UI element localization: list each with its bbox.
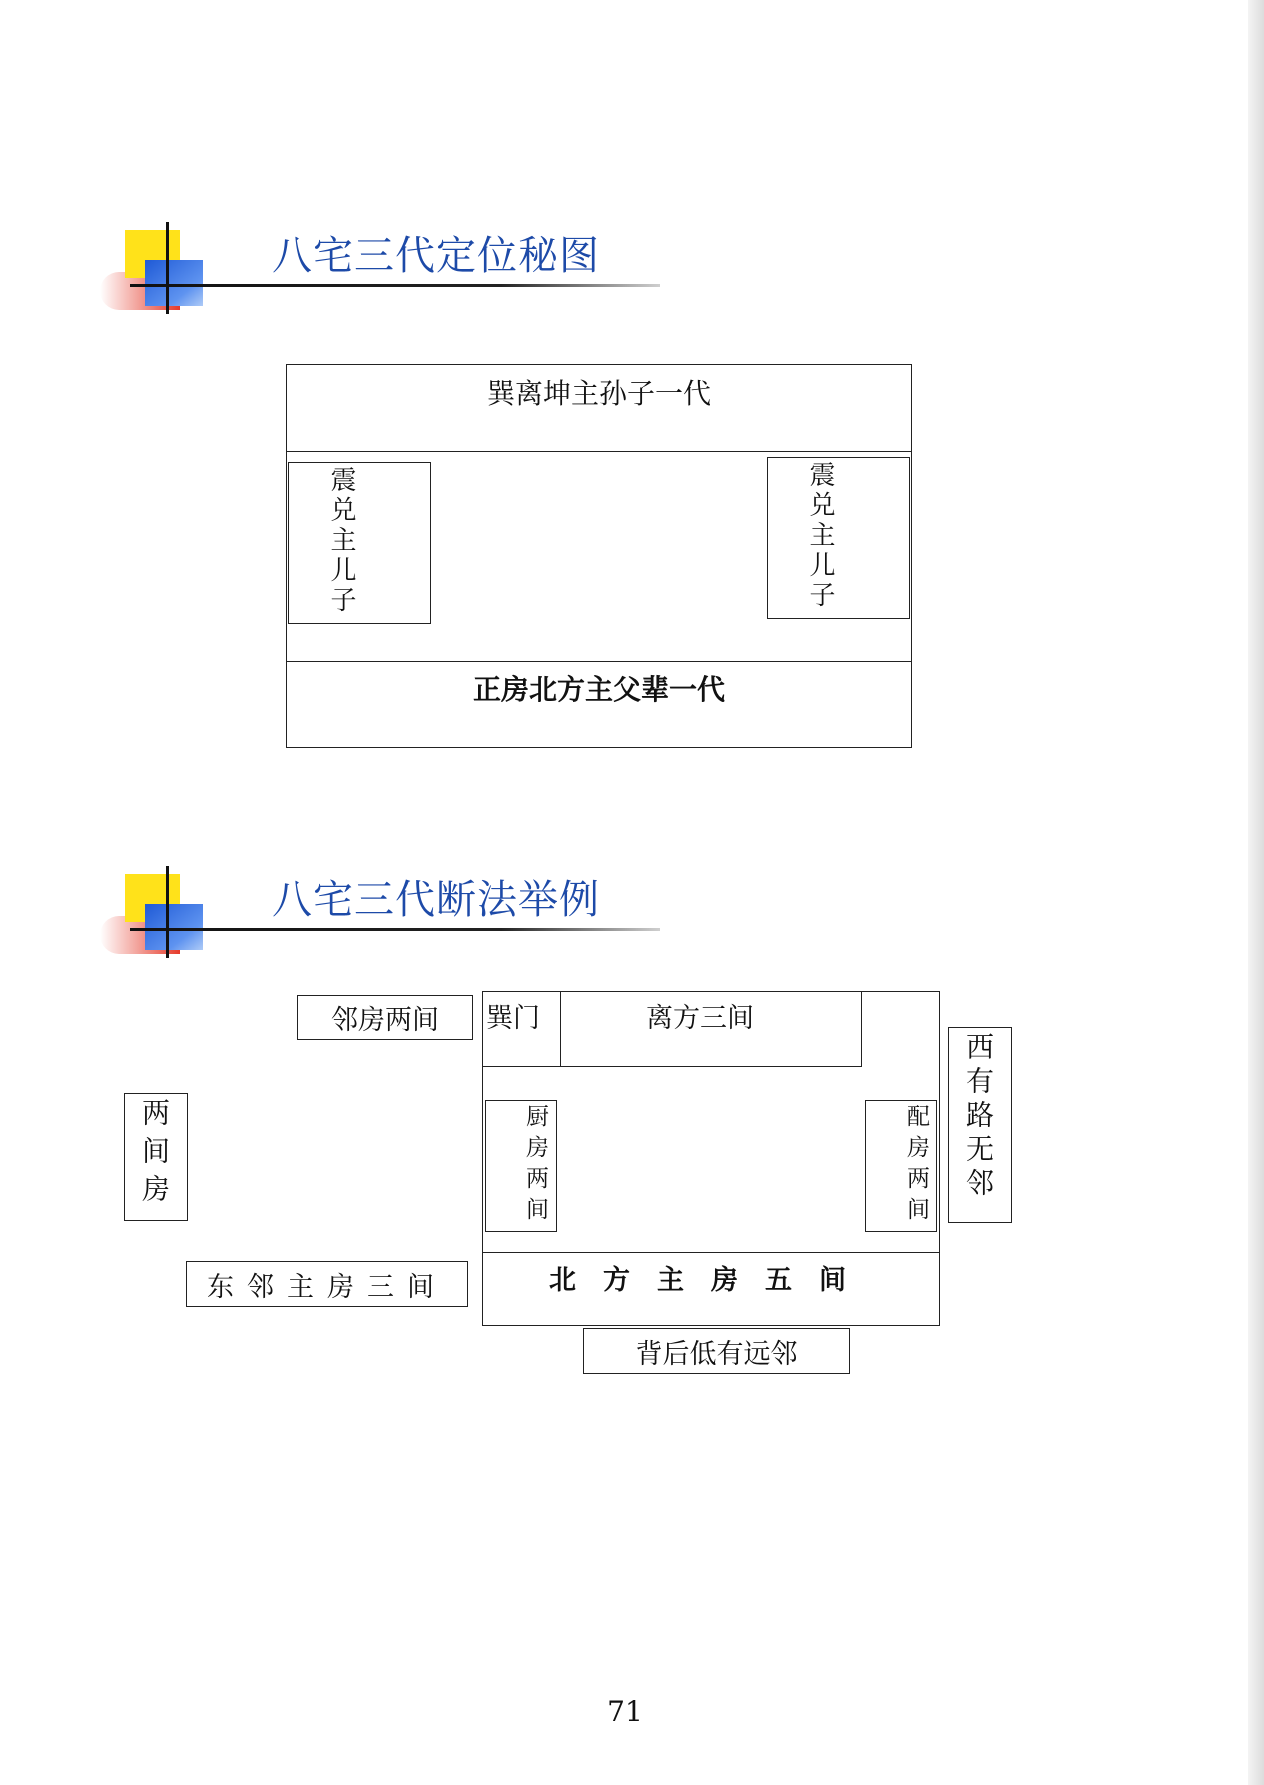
right-room-label: 震兑主儿子 (805, 461, 835, 611)
bottom-room-label: 正房北方主父辈一代 (472, 673, 725, 706)
right-room (767, 457, 910, 619)
side-rooms-label: 配房两间 (903, 1104, 929, 1228)
page-edge (1248, 0, 1264, 1785)
kitchen-label: 厨房两间 (522, 1104, 548, 1228)
neighbor-rooms-label: 邻房两间 (331, 1005, 439, 1036)
east-neighbor-label: 东邻主房三间 (207, 1272, 447, 1303)
section1-heading (100, 222, 660, 322)
left-room-label: 震兑主儿子 (326, 466, 356, 616)
section2-heading (100, 866, 660, 966)
li-rooms-label: 离方三间 (646, 1003, 754, 1034)
two-rooms-label: 两间房 (138, 1098, 171, 1212)
top-room-label: 巽离坤主孙子一代 (486, 377, 711, 410)
section2-title: 八宅三代断法举例 (272, 877, 600, 923)
back-neighbor-label: 背后低有远邻 (635, 1339, 798, 1370)
north-main-label: 北方主房五间 (549, 1265, 873, 1296)
xun-gate-label: 巽门 (486, 1003, 540, 1034)
west-road-label: 西有路无邻 (962, 1032, 995, 1202)
section1-title: 八宅三代定位秘图 (272, 233, 600, 279)
left-room (288, 462, 431, 624)
page-number: 71 (607, 1695, 643, 1728)
